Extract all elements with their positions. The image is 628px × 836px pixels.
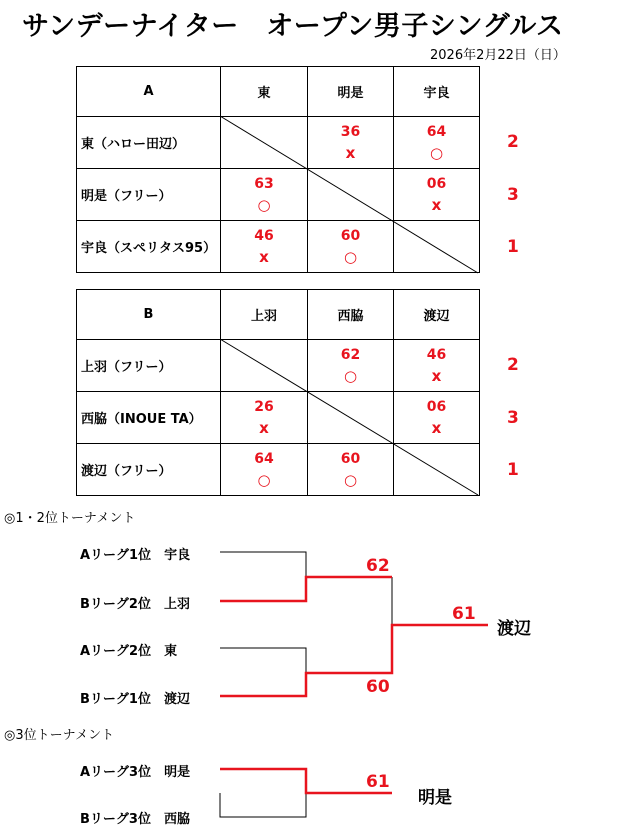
match-score: 63 bbox=[254, 176, 274, 192]
match-mark: x bbox=[259, 419, 269, 437]
league-a-points: 3 bbox=[507, 185, 519, 205]
match-mark: ○ bbox=[343, 471, 358, 489]
match-mark: x bbox=[431, 367, 442, 385]
semifinal-score: 62 bbox=[366, 556, 390, 576]
match-mark: x bbox=[259, 248, 269, 266]
section-heading-1-2: ◎1・2位トーナメント bbox=[4, 511, 136, 526]
match-score: 46 bbox=[254, 228, 274, 244]
bracket-player: Bリーグ2位 上羽 bbox=[80, 597, 190, 612]
third-place-score: 61 bbox=[366, 772, 390, 792]
match-mark: x bbox=[431, 419, 442, 437]
league-b-player-name: 西脇（INOUE TA） bbox=[77, 392, 221, 444]
league-b-points: 3 bbox=[507, 408, 519, 428]
section-heading-3rd: ◎3位トーナメント bbox=[4, 728, 115, 743]
match-mark: ○ bbox=[257, 471, 271, 489]
match-score: 36 bbox=[340, 124, 361, 140]
bracket-line bbox=[220, 552, 306, 577]
event-date: 2026年2月22日（日） bbox=[430, 48, 566, 63]
league-b-col-header: 渡辺 bbox=[394, 290, 480, 340]
bracket-player: Bリーグ1位 渡辺 bbox=[80, 692, 190, 707]
match-score: 06 bbox=[426, 176, 447, 192]
third-place-winner: 明是 bbox=[418, 788, 452, 808]
match-score: 60 bbox=[340, 451, 361, 467]
match-mark: ○ bbox=[343, 367, 358, 385]
champion-name: 渡辺 bbox=[497, 619, 531, 639]
final-score: 61 bbox=[452, 604, 476, 624]
match-score: 60 bbox=[340, 228, 361, 244]
match-score: 26 bbox=[254, 399, 274, 415]
league-b-label: B bbox=[77, 290, 221, 340]
match-mark: ○ bbox=[343, 248, 358, 266]
league-b-diagonal bbox=[220, 339, 478, 495]
match-mark: ○ bbox=[257, 196, 271, 214]
league-b-player-name: 渡辺（フリー） bbox=[77, 444, 221, 496]
league-a-diagonal bbox=[220, 116, 478, 273]
league-a-col-header: 東 bbox=[221, 67, 308, 117]
match-score: 06 bbox=[426, 399, 447, 415]
bracket-line bbox=[220, 648, 306, 673]
league-a-col-header: 宇良 bbox=[394, 67, 480, 117]
match-mark: x bbox=[345, 144, 356, 162]
league-a-player-name: 東（ハロー田辺） bbox=[77, 117, 221, 169]
winner-path bbox=[220, 625, 488, 696]
page-title: サンデーナイター オープン男子シングルス bbox=[22, 11, 564, 42]
winner-path bbox=[220, 577, 392, 601]
league-b-points: 1 bbox=[507, 460, 519, 480]
league-a-player-name: 宇良（スペリタス95） bbox=[77, 221, 221, 273]
match-mark: x bbox=[431, 196, 442, 214]
league-b-player-name: 上羽（フリー） bbox=[77, 340, 221, 392]
bracket-player: Aリーグ2位 東 bbox=[80, 644, 178, 659]
bracket-player: Aリーグ3位 明是 bbox=[80, 765, 191, 780]
league-a-player-name: 明是（フリー） bbox=[77, 169, 221, 221]
league-a-col-header: 明是 bbox=[308, 67, 394, 117]
match-score: 64 bbox=[426, 124, 447, 140]
league-a-points: 2 bbox=[507, 132, 519, 152]
league-b-points: 2 bbox=[507, 355, 519, 375]
league-b-col-header: 上羽 bbox=[221, 290, 308, 340]
match-mark: ○ bbox=[429, 144, 444, 162]
bracket-line bbox=[220, 793, 306, 817]
bracket-player: Bリーグ3位 西脇 bbox=[80, 812, 190, 827]
league-b-col-header: 西脇 bbox=[308, 290, 394, 340]
bracket-player: Aリーグ1位 宇良 bbox=[80, 548, 191, 563]
league-a-label: A bbox=[77, 67, 221, 117]
match-score: 62 bbox=[340, 347, 361, 363]
league-a-points: 1 bbox=[507, 237, 519, 257]
match-score: 46 bbox=[426, 347, 447, 363]
match-score: 64 bbox=[254, 451, 274, 467]
semifinal-score: 60 bbox=[366, 677, 390, 697]
